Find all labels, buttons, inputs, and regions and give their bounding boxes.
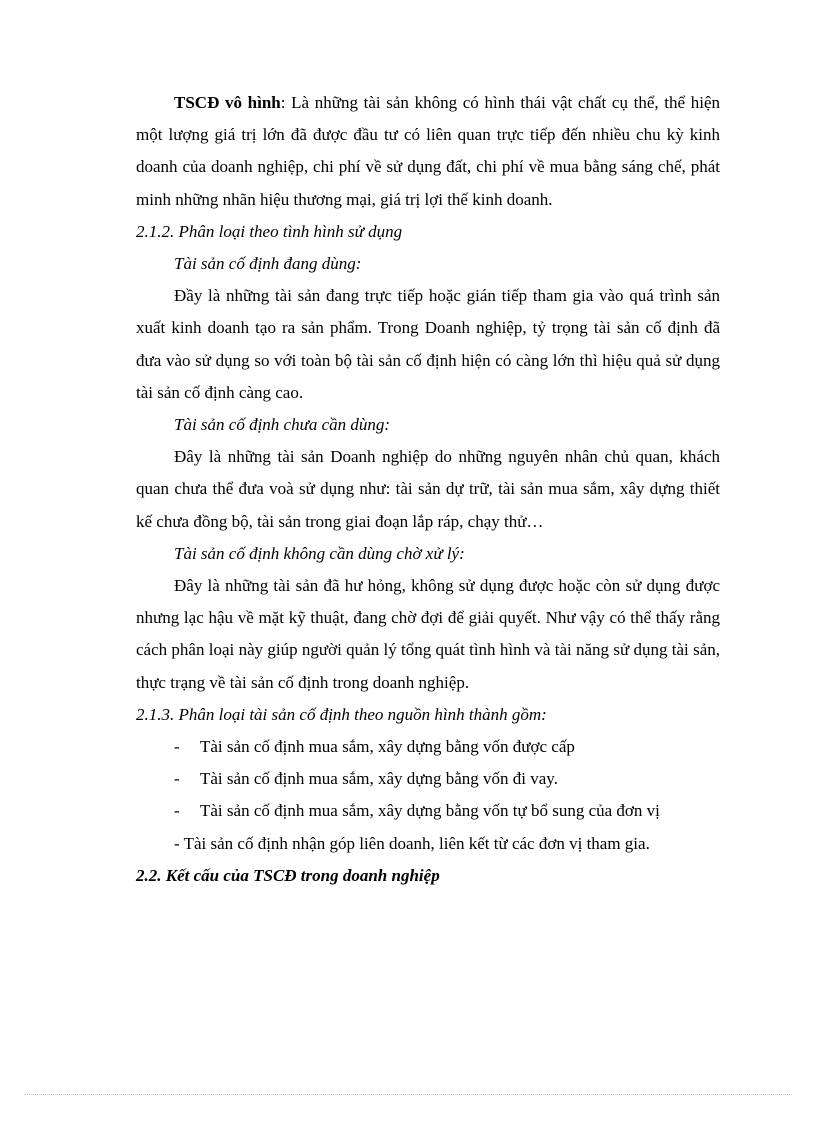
in-use-assets-paragraph: Đầy là những tài sản đang trực tiếp hoặc gián tiếp tham gia vào quá trình sản xuất kinh doanh tạo ra sản phẩm. Trong Doanh nghiệp, tỷ trọng tài sản cố định đã đưa vào sử dụng so với toàn bộ tài sản cố định hiện có càng lớn thì hiệu quả sử dụng tài sản cố định càng cao. xyxy=(136,286,720,402)
intangible-assets-text: : Là những tài sản không có hình thái vật chất cụ thể, thể hiện một lượng giá trị lớn đã được đầu tư có liên quan trực tiếp đến nhiều chu kỳ kinh doanh của doanh nghiệp, chi phí về sử dụng đất, chi phí về mua bằng sáng chế, phát minh những nhãn hiệu thương mại, giá trị lợi thế kinh doanh. xyxy=(136,93,720,209)
page-bottom-divider xyxy=(24,1094,792,1095)
awaiting-disposal-assets-paragraph: Đây là những tài sản đã hư hỏng, không sử dụng được hoặc còn sử dụng được nhưng lạc hậu về mặt kỹ thuật, đang chờ đợi để giải quyết. Như vậy có thể thấy rằng cách phân loại này giúp người quản lý tổng quát tình hình và tài năng sử dụng tài sản, thực trạng về tài sản cố định trong doanh nghiệp. xyxy=(136,576,720,692)
list-item-text: Tài sản cố định mua sắm, xây dựng bằng vốn đi vay. xyxy=(200,769,558,789)
document-page xyxy=(136,87,720,892)
section-2-2-heading: 2.2. Kết cấu của TSCĐ trong doanh nghiệp xyxy=(136,865,440,885)
joint-venture-item: - Tài sản cố định nhận góp liên doanh, liên kết từ các đơn vị tham gia. xyxy=(174,833,650,853)
not-needed-assets-title: Tài sản cố định chưa cần dùng: xyxy=(174,415,391,435)
intangible-assets-paragraph xyxy=(136,87,720,216)
awaiting-disposal-assets-title: Tài sản cố định không cần dùng chờ xử lý: xyxy=(174,543,465,563)
list-item xyxy=(136,763,720,795)
in-use-assets-title: Tài sản cố định đang dùng: xyxy=(174,254,362,274)
list-item xyxy=(136,731,720,763)
not-needed-assets-paragraph: Đây là những tài sản Doanh nghiệp do những nguyên nhân chủ quan, khách quan chưa thể đưa voà sử dụng như: tài sản dự trữ, tài sản mua sắm, xây dựng thiết kế chưa đồng bộ, tài sản trong giai đoạn lắp ráp, chạy thử… xyxy=(136,447,720,531)
list-item-text: Tài sản cố định mua sắm, xây dựng bằng vốn tự bổ sung của đơn vị xyxy=(200,801,660,821)
intangible-assets-term: TSCĐ vô hình xyxy=(174,93,281,112)
list-item xyxy=(136,795,720,827)
bullet-dash: - xyxy=(174,801,180,821)
bullet-dash: - xyxy=(174,737,180,757)
section-2-1-3-heading: 2.1.3. Phân loại tài sản cố định theo nguồn hình thành gồm: xyxy=(136,704,547,724)
bullet-dash: - xyxy=(174,769,180,789)
section-2-1-2-heading: 2.1.2. Phân loại theo tình hình sử dụng xyxy=(136,221,403,241)
list-item-text: Tài sản cố định mua sắm, xây dựng bằng vốn được cấp xyxy=(200,737,575,757)
